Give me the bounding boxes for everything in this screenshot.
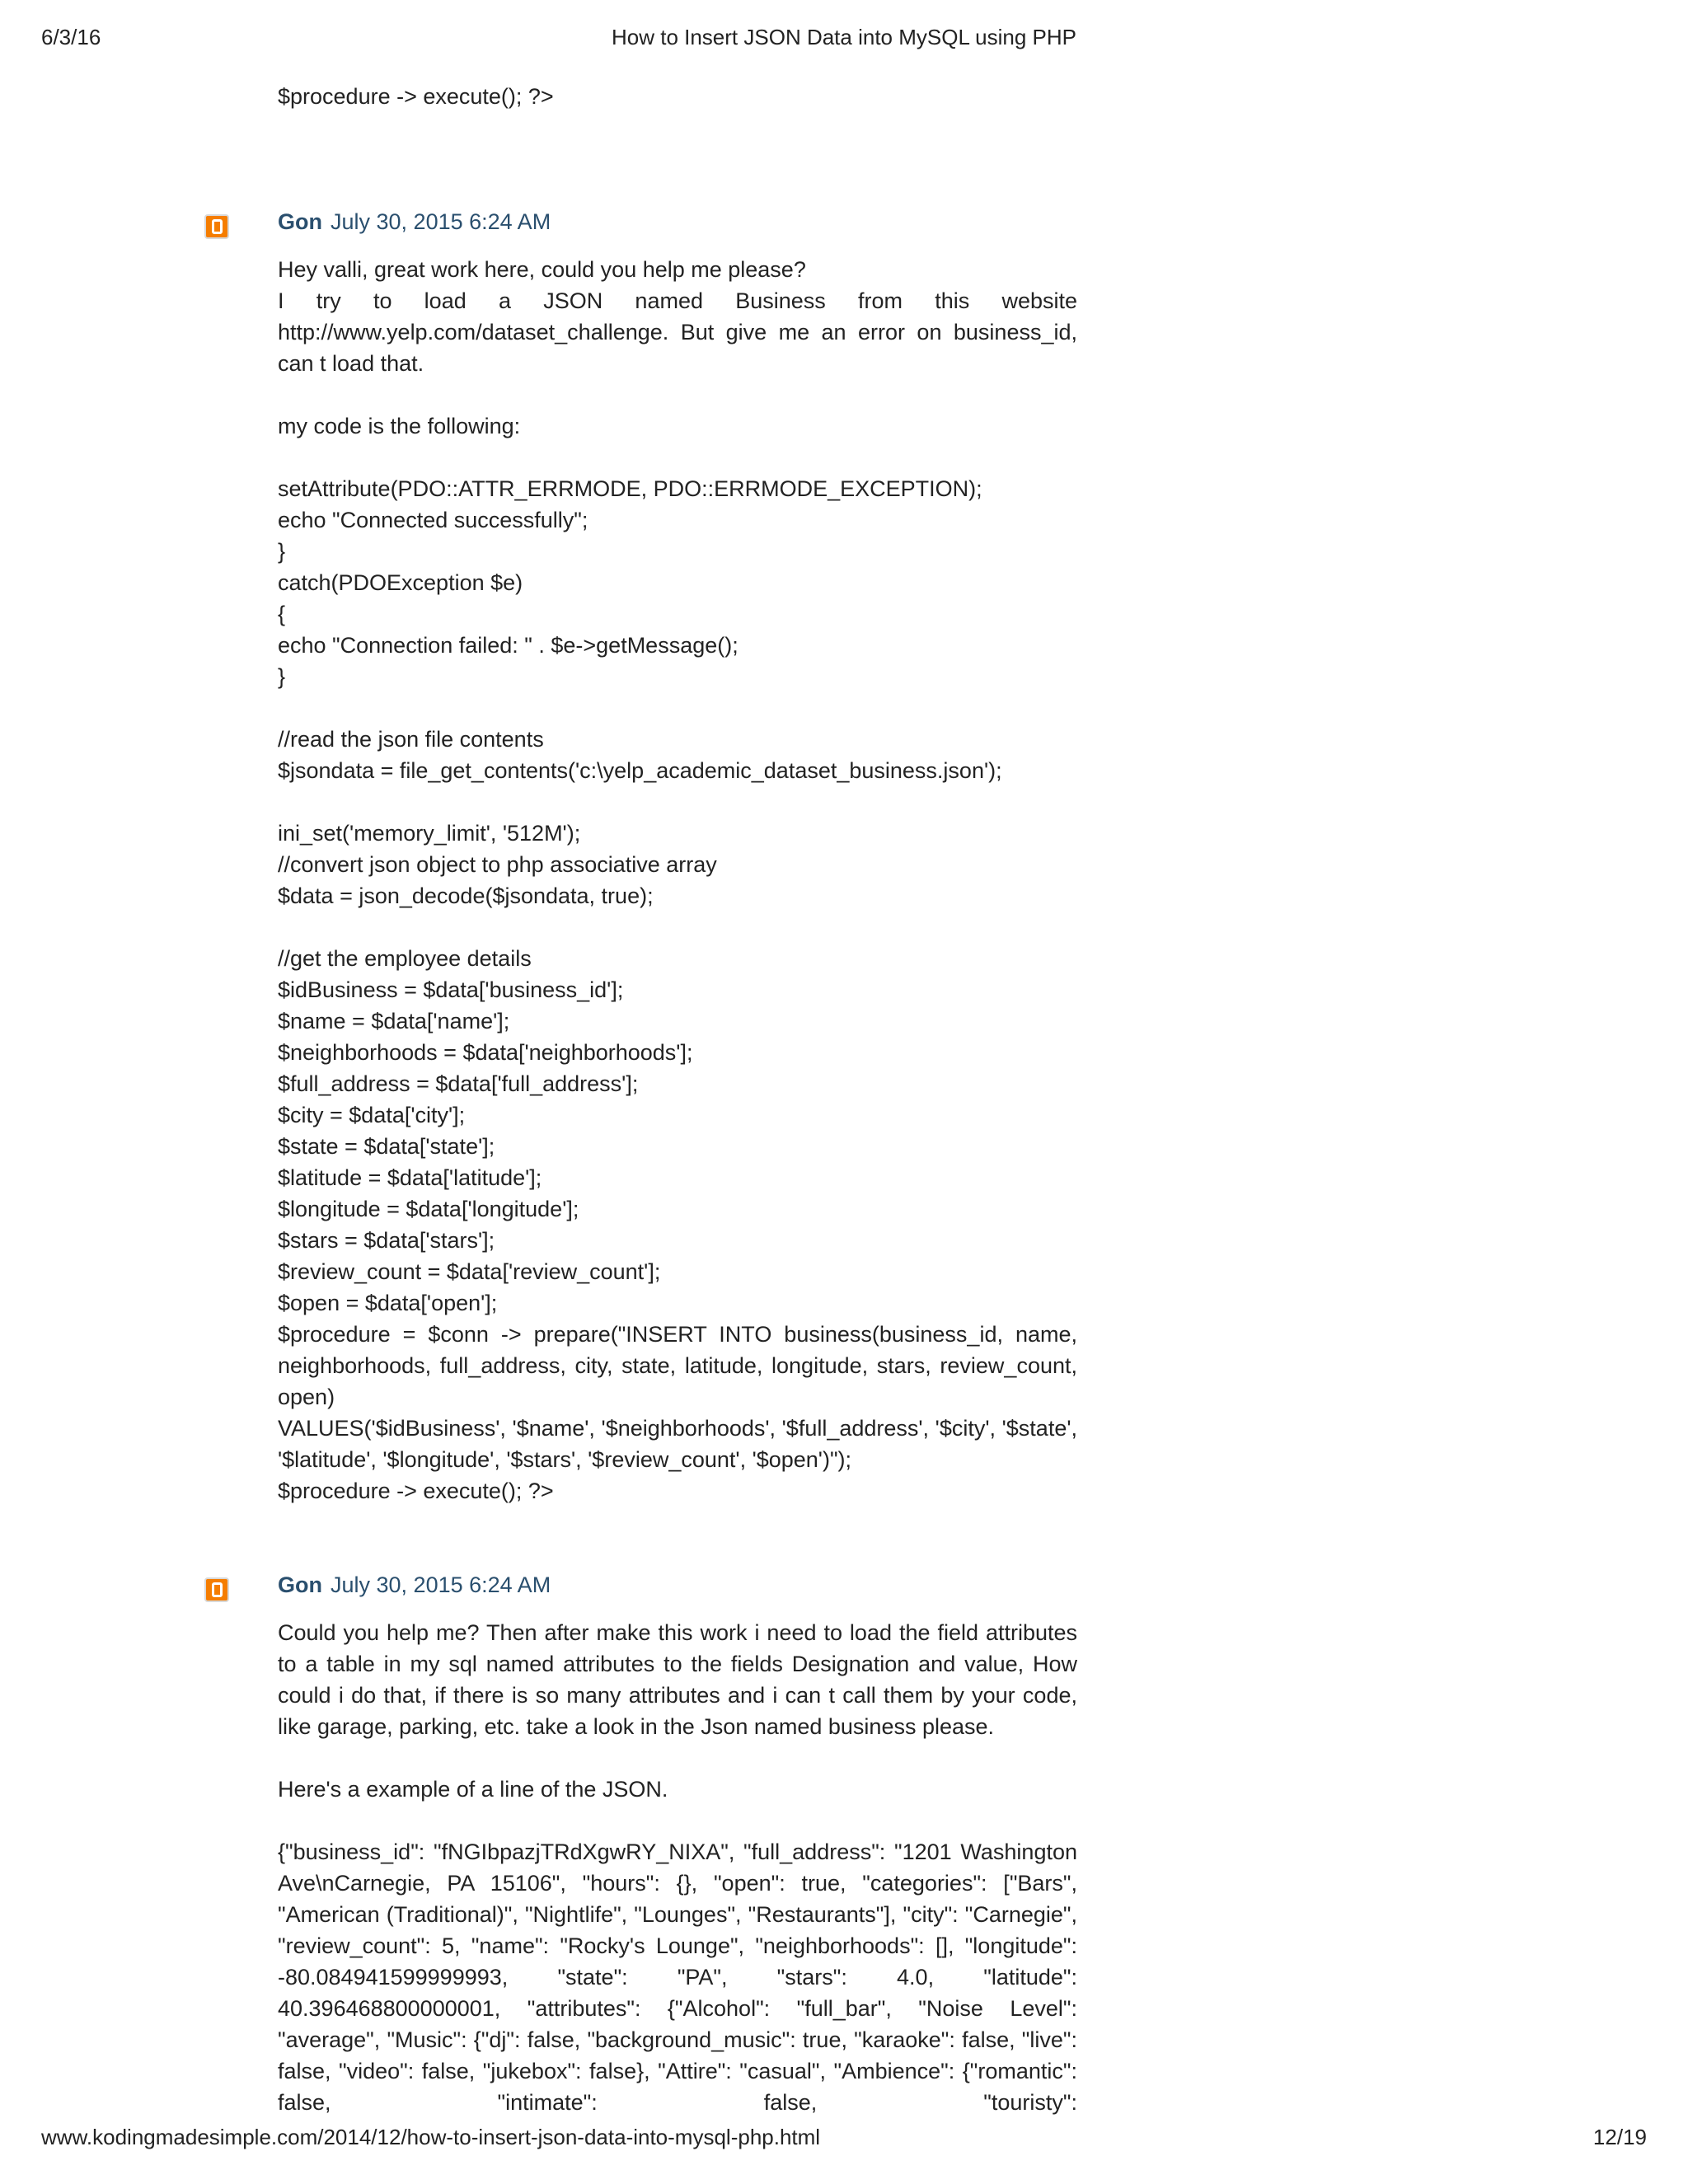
code-paragraph: $procedure = $conn -> prepare("INSERT INTO business(business_id, name, neighborhoods, full_address, city, state, latitude, longitude, stars, review_count, open) — [278, 1322, 1077, 1409]
code-line: $stars = $data['stars']; — [278, 1228, 495, 1253]
previous-comment-tail — [278, 81, 1077, 112]
code-paragraph: VALUES('$idBusiness', '$name', '$neighborhoods', '$full_address', '$city', '$state', '$latitude', '$longitude', '$stars', '$review_count', '$open')"); — [278, 1416, 1077, 1472]
print-footer — [41, 2125, 1647, 2154]
comment-author[interactable]: Gon — [278, 209, 322, 234]
code-line: $procedure -> execute(); ?> — [278, 84, 554, 109]
code-line: } — [278, 539, 286, 564]
code-line — [278, 786, 1077, 818]
comment-body — [278, 1617, 1077, 2118]
comment-header — [204, 1571, 1078, 1604]
page-url: www.kodingmadesimple.com/2014/12/how-to-insert-json-data-into-mysql-php.html — [41, 2125, 821, 2149]
code-line: //convert json object to php associative array — [278, 852, 717, 877]
page-title: How to Insert JSON Data into MySQL using PHP — [611, 25, 1077, 49]
comment — [204, 208, 1078, 1507]
blogger-avatar-icon[interactable] — [204, 1577, 229, 1602]
code-line: //read the json file contents — [278, 727, 544, 752]
code-line: $idBusiness = $data['business_id']; — [278, 977, 624, 1002]
code-line: $neighborhoods = $data['neighborhoods']; — [278, 1040, 693, 1065]
json-example-paragraph: {"business_id": "fNGIbpazjTRdXgwRY_NIXA", "full_address": "1201 Washington Ave\nCarnegie, PA 15106", "hours": {}, "open": true, "categories": ["Bars", "American (Traditional)", "Nightlife", "Lounges", "Restaurants"], "city": "Carnegie", "review_count": 5, "name": "Rocky's Lounge", "neighborhoods": [], "longitude": -80.084941599999993, "state": "PA", "stars": 4.0, "latitude": 40.396468800000001, "attributes": {"Alcohol": "full_bar", "Noise Level": "average", "Music": {"dj": false, "background_music": true, "karaoke": false, "live": false, "video": false, "jukebox": false}, "Attire": "casual", "Ambience": {"romantic": false, "intimate": false, "touristy": — [278, 1840, 1077, 2115]
comment-text-line: my code is the following: — [278, 414, 521, 438]
code-line: $open = $data['open']; — [278, 1291, 498, 1315]
code-line: //get the employee details — [278, 946, 532, 971]
code-line: $longitude = $data['longitude']; — [278, 1197, 579, 1221]
code-line: $state = $data['state']; — [278, 1134, 495, 1159]
code-line: $name = $data['name']; — [278, 1009, 510, 1033]
comment-timestamp-link[interactable]: July 30, 2015 6:24 AM — [331, 209, 551, 234]
comment-header — [204, 208, 1078, 241]
page-number: 12/19 — [1592, 2125, 1647, 2149]
code-line: setAttribute(PDO::ATTR_ERRMODE, PDO::ERRMODE_EXCEPTION); — [278, 476, 982, 501]
comment-paragraph: Could you help me? Then after make this work i need to load the field attributes to a table in my sql named attributes to the fields Designation and value, How could i do that, if there is so many attributes and i can t call them by your code, like garage, parking, etc. take a look in the Json named business please. — [278, 1620, 1077, 1739]
comment-text-line: Hey valli, great work here, could you help me please? — [278, 257, 806, 282]
code-line: catch(PDOException $e) — [278, 570, 523, 595]
comment — [204, 1571, 1078, 2118]
code-line: $data = json_decode($jsondata, true); — [278, 883, 654, 908]
code-line: { — [278, 602, 286, 626]
code-line: $procedure -> execute(); ?> — [278, 1479, 554, 1503]
code-line: echo "Connected successfully"; — [278, 508, 588, 532]
print-header — [41, 25, 1647, 54]
code-line — [278, 912, 1077, 943]
comment-body — [278, 254, 1077, 1507]
code-line — [278, 692, 1077, 724]
code-line: $latitude = $data['latitude']; — [278, 1165, 542, 1190]
comment-timestamp-link[interactable]: July 30, 2015 6:24 AM — [331, 1572, 551, 1597]
code-line: ini_set('memory_limit', '512M'); — [278, 821, 581, 846]
comment-paragraph: I try to load a JSON named Business from this website http://www.yelp.com/dataset_challenge. But give me an error on business_id, can t load that. — [278, 288, 1077, 376]
comment-author[interactable]: Gon — [278, 1572, 322, 1597]
code-block — [278, 473, 1077, 1507]
blogger-avatar-icon[interactable] — [204, 214, 229, 239]
code-line: $city = $data['city']; — [278, 1103, 466, 1127]
comment-text-line: Here's a example of a line of the JSON. — [278, 1777, 668, 1802]
code-line: $jsondata = file_get_contents('c:\yelp_academic_dataset_business.json'); — [278, 758, 1002, 783]
code-line: } — [278, 664, 286, 689]
code-line: $review_count = $data['review_count']; — [278, 1259, 661, 1284]
code-line: echo "Connection failed: " . $e->getMessage(); — [278, 633, 738, 658]
code-line: $full_address = $data['full_address']; — [278, 1071, 639, 1096]
print-date: 6/3/16 — [41, 25, 101, 49]
